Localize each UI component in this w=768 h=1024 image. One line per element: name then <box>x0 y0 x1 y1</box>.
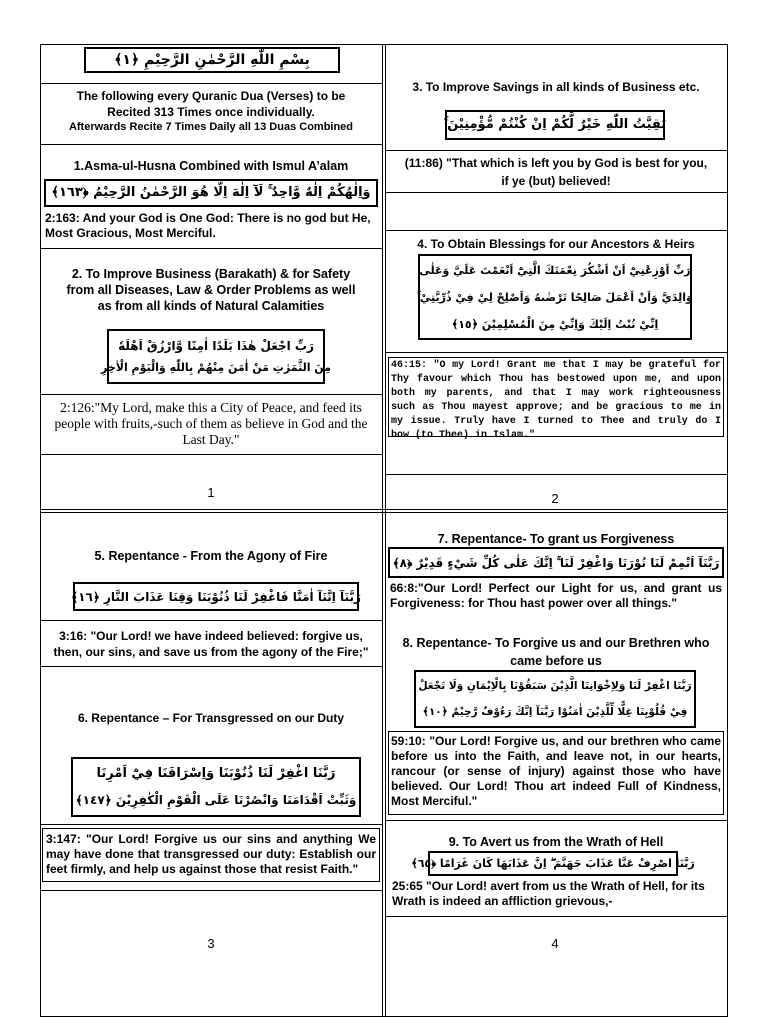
bismillah-arabic: بِسْمِ اللّٰهِ الرَّحْمٰنِ الرَّحِيْمِ ﴿١﴾ <box>114 52 310 68</box>
dua7-arabic: رَبَّنَآ اَتْمِمْ لَنَا نُوْرَنَا وَاغْفِرْ لَنَا ۚ اِنَّكَ عَلٰى كُلِّ شَيْءٍ قَدِيْرٌ ﴿٨﴾ <box>392 555 720 570</box>
dua6-arabic-line-1: رَبَّنَا اغْفِرْ لَنَا ذُنُوْبَنَا وَاِسْرَافَنَا فِيْٓ اَمْرِنَا <box>96 766 336 781</box>
divider <box>385 352 727 353</box>
bismillah-box <box>84 47 340 73</box>
divider <box>385 820 727 821</box>
divider <box>40 394 382 395</box>
dua6-arabic-box <box>71 757 361 817</box>
page-number-3: 3 <box>207 936 215 951</box>
divider <box>40 454 382 455</box>
dua3-arabic-box <box>445 110 665 140</box>
left-border <box>40 44 41 1016</box>
dua8-arabic-line-2: فِيْ قُلُوْبِنَا غِلًّا لِّلَّذِيْنَ اٰمَنُوْا رَبَّنَآ اِنَّكَ رَءُوْفٌ رَّحِيْمٌ ﴿١٠﴾ <box>422 706 688 718</box>
center-divider-b <box>385 44 386 1016</box>
center-divider-a <box>382 44 383 1016</box>
dua1-arabic: وَاِلٰهُكُمْ اِلٰهٌ وَّاحِدٌ ۚ لَآ اِلٰهَ اِلَّا هُوَ الرَّحْمٰنُ الرَّحِيْمُ ﴿١٦٣﴾ <box>51 185 371 200</box>
dua4-arabic-box <box>418 254 692 340</box>
dua5-translation: 3:16: "Our Lord! we have indeed believed: forgive us, then, our sins, and save us from the agony of the Fire;" <box>53 629 369 659</box>
divider <box>385 474 727 475</box>
page-number-1: 1 <box>207 485 215 500</box>
dua8-arabic-line-1: رَبَّنَا اغْفِرْ لَنَا وَلِاِخْوَانِنَا الَّذِيْنَ سَبَقُوْنَا بِالْاِيْمَانِ وَلَا تَجْعَلْ <box>418 680 692 692</box>
dua2-arabic-line-2: مِنَ الثَّمَرٰتِ مَنْ اٰمَنَ مِنْهُمْ بِاللّٰهِ وَالْيَوْمِ الْاٰخِرِ <box>100 360 332 374</box>
dua1-title: 1.Asma-ul-Husna Combined with Ismul A’alam <box>73 159 349 173</box>
dua7-arabic-box <box>388 547 724 578</box>
middle-divider-a <box>40 509 728 510</box>
bottom-border <box>40 1016 728 1017</box>
dua3-translation-2: if ye (but) believed! <box>501 174 611 188</box>
dua2-title-3: as from all kinds of Natural Calamities <box>97 299 325 313</box>
dua4-arabic-line-1: رَبِّ اَوْزِعْنِيْٓ اَنْ اَشْكُرَ نِعْمَتَكَ الَّتِيْٓ اَنْعَمْتَ عَلَيَّ وَعَلٰى <box>419 263 691 277</box>
dua6-arabic-line-2: وَثَبِّتْ اَقْدَامَنَا وَانْصُرْنَا عَلَى الْقَوْمِ الْكٰفِرِيْنَ ﴿١٤٧﴾ <box>75 793 357 807</box>
dua1-translation: 2:163: And your God is One God: There is no god but He, Most Gracious, Most Merciful. <box>45 211 371 240</box>
divider <box>385 916 727 917</box>
divider <box>40 824 382 825</box>
intro-line-1: The following every Quranic Dua (Verses) to be <box>76 89 346 103</box>
intro-line-2: Recited 313 Times once individually. <box>107 105 315 119</box>
dua4-translation: 46:15: "O my Lord! Grant me that I may be grateful for Thy favour which Thou has bestowed upon me, and upon both my parents, and that I may work righteousness such as Thou mayest approve; and be gracious to me in my issue. Truly have I turned to Thee and truly do I bow (to Thee) in Islam." <box>391 360 721 441</box>
divider <box>40 620 382 621</box>
divider <box>385 192 727 193</box>
dua1-arabic-box <box>44 179 378 207</box>
dua8-translation-box <box>388 731 724 815</box>
dua6-title: 6. Repentance – For Transgressed on our Duty <box>77 711 345 725</box>
dua5-arabic: رَبَّنَآ اِنَّنَآ اٰمَنَّا فَاغْفِرْ لَنَا ذُنُوْبَنَا وَقِنَا عَذَابَ النَّارِ ﴿١٦﴾ <box>71 589 361 604</box>
dua2-title-1: 2. To Improve Business (Barakath) & for Safety <box>71 267 351 281</box>
dua3-arabic: بَقِيَّتُ اللّٰهِ خَيْرٌ لَّكُمْ اِنْ كُنْتُمْ مُّؤْمِنِيْنَ ۚ <box>443 117 667 132</box>
divider <box>385 150 727 151</box>
page-number-2: 2 <box>551 491 559 506</box>
dua6-translation: 3:147: "Our Lord! Forgive us our sins and anything We may have done that transgressed our duty: Establish our feet firmly, and help us against those that resist Faith." <box>46 832 376 876</box>
dua8-title-2: came before us <box>510 654 602 668</box>
divider <box>40 83 382 84</box>
dua9-arabic: رَبَّنَا اصْرِفْ عَنَّا عَذَابَ جَهَنَّمَ ۖ اِنَّ عَذَابَهَا كَانَ غَرَامًا ﴿٦٥﴾ <box>411 856 695 870</box>
dua8-translation: 59:10: "Our Lord! Forgive us, and our brethren who came before us into the Faith, and leave not, in our hearts, rancour (or sense of injury) against those who have believed. Our Lord! Thou art indeed Full of Kindness, Most Merciful." <box>391 734 721 808</box>
dua9-title: 9. To Avert us from the Wrath of Hell <box>448 835 664 849</box>
dua2-translation: 2:126:"My Lord, make this a City of Peace, and feed its people with fruits,-such of them as believe in God and the Last Day." <box>54 400 368 447</box>
dua8-title-1: 8. Repentance- To Forgive us and our Brethren who <box>402 636 710 650</box>
middle-divider-b <box>40 512 728 513</box>
divider <box>40 890 382 891</box>
dua8-arabic-box <box>414 670 696 728</box>
dua7-title: 7. Repentance- To grant us Forgiveness <box>437 532 675 546</box>
intro-line-3: Afterwards Recite 7 Times Daily all 13 Duas Combined <box>68 121 354 133</box>
dua9-arabic-box <box>411 851 695 876</box>
dua9-translation: 25:65 "Our Lord! avert from us the Wrath of Hell, for its Wrath is indeed an affliction grievous,- <box>392 879 705 908</box>
dua3-translation-1: (11:86) "That which is left you by God is best for you, <box>404 156 708 170</box>
dua4-arabic-line-3: اِنِّيْ تُبْتُ اِلَيْكَ وَاِنِّيْ مِنَ الْمُسْلِمِيْنَ ﴿١٥﴾ <box>451 317 659 331</box>
divider <box>40 666 382 667</box>
dua5-title: 5. Repentance - From the Agony of Fire <box>94 549 328 563</box>
dua7-translation: 66:8:"Our Lord! Perfect our Light for us, and grant us Forgiveness: for Thou hast power over all things." <box>390 581 722 610</box>
divider <box>40 248 382 249</box>
top-border <box>40 44 728 45</box>
divider <box>40 144 382 145</box>
dua6-translation-box <box>42 828 380 882</box>
dua4-title: 4. To Obtain Blessings for our Ancestors & Heirs <box>417 237 695 251</box>
right-border <box>727 44 728 1016</box>
dua4-arabic-line-2: وَالِدَيَّ وَاَنْ اَعْمَلَ صَالِحًا تَرْضٰىهُ وَاَصْلِحْ لِيْ فِيْ ذُرِّيَّتِيْ ۚ <box>417 290 693 304</box>
page-number-4: 4 <box>551 936 559 951</box>
divider <box>385 230 727 231</box>
dua3-title: 3. To Improve Savings in all kinds of Business etc. <box>412 80 700 94</box>
dua4-translation-box <box>388 357 724 441</box>
dua5-arabic-box <box>73 582 359 611</box>
dua2-arabic-line-1: رَبِّ اجْعَلْ هٰذَا بَلَدًا اٰمِنًا وَّارْزُقْ اَهْلَهٗ <box>118 338 314 353</box>
dua2-title-2: from all Diseases, Law & Order Problems as well <box>66 283 356 297</box>
dua2-arabic-box <box>100 329 332 384</box>
